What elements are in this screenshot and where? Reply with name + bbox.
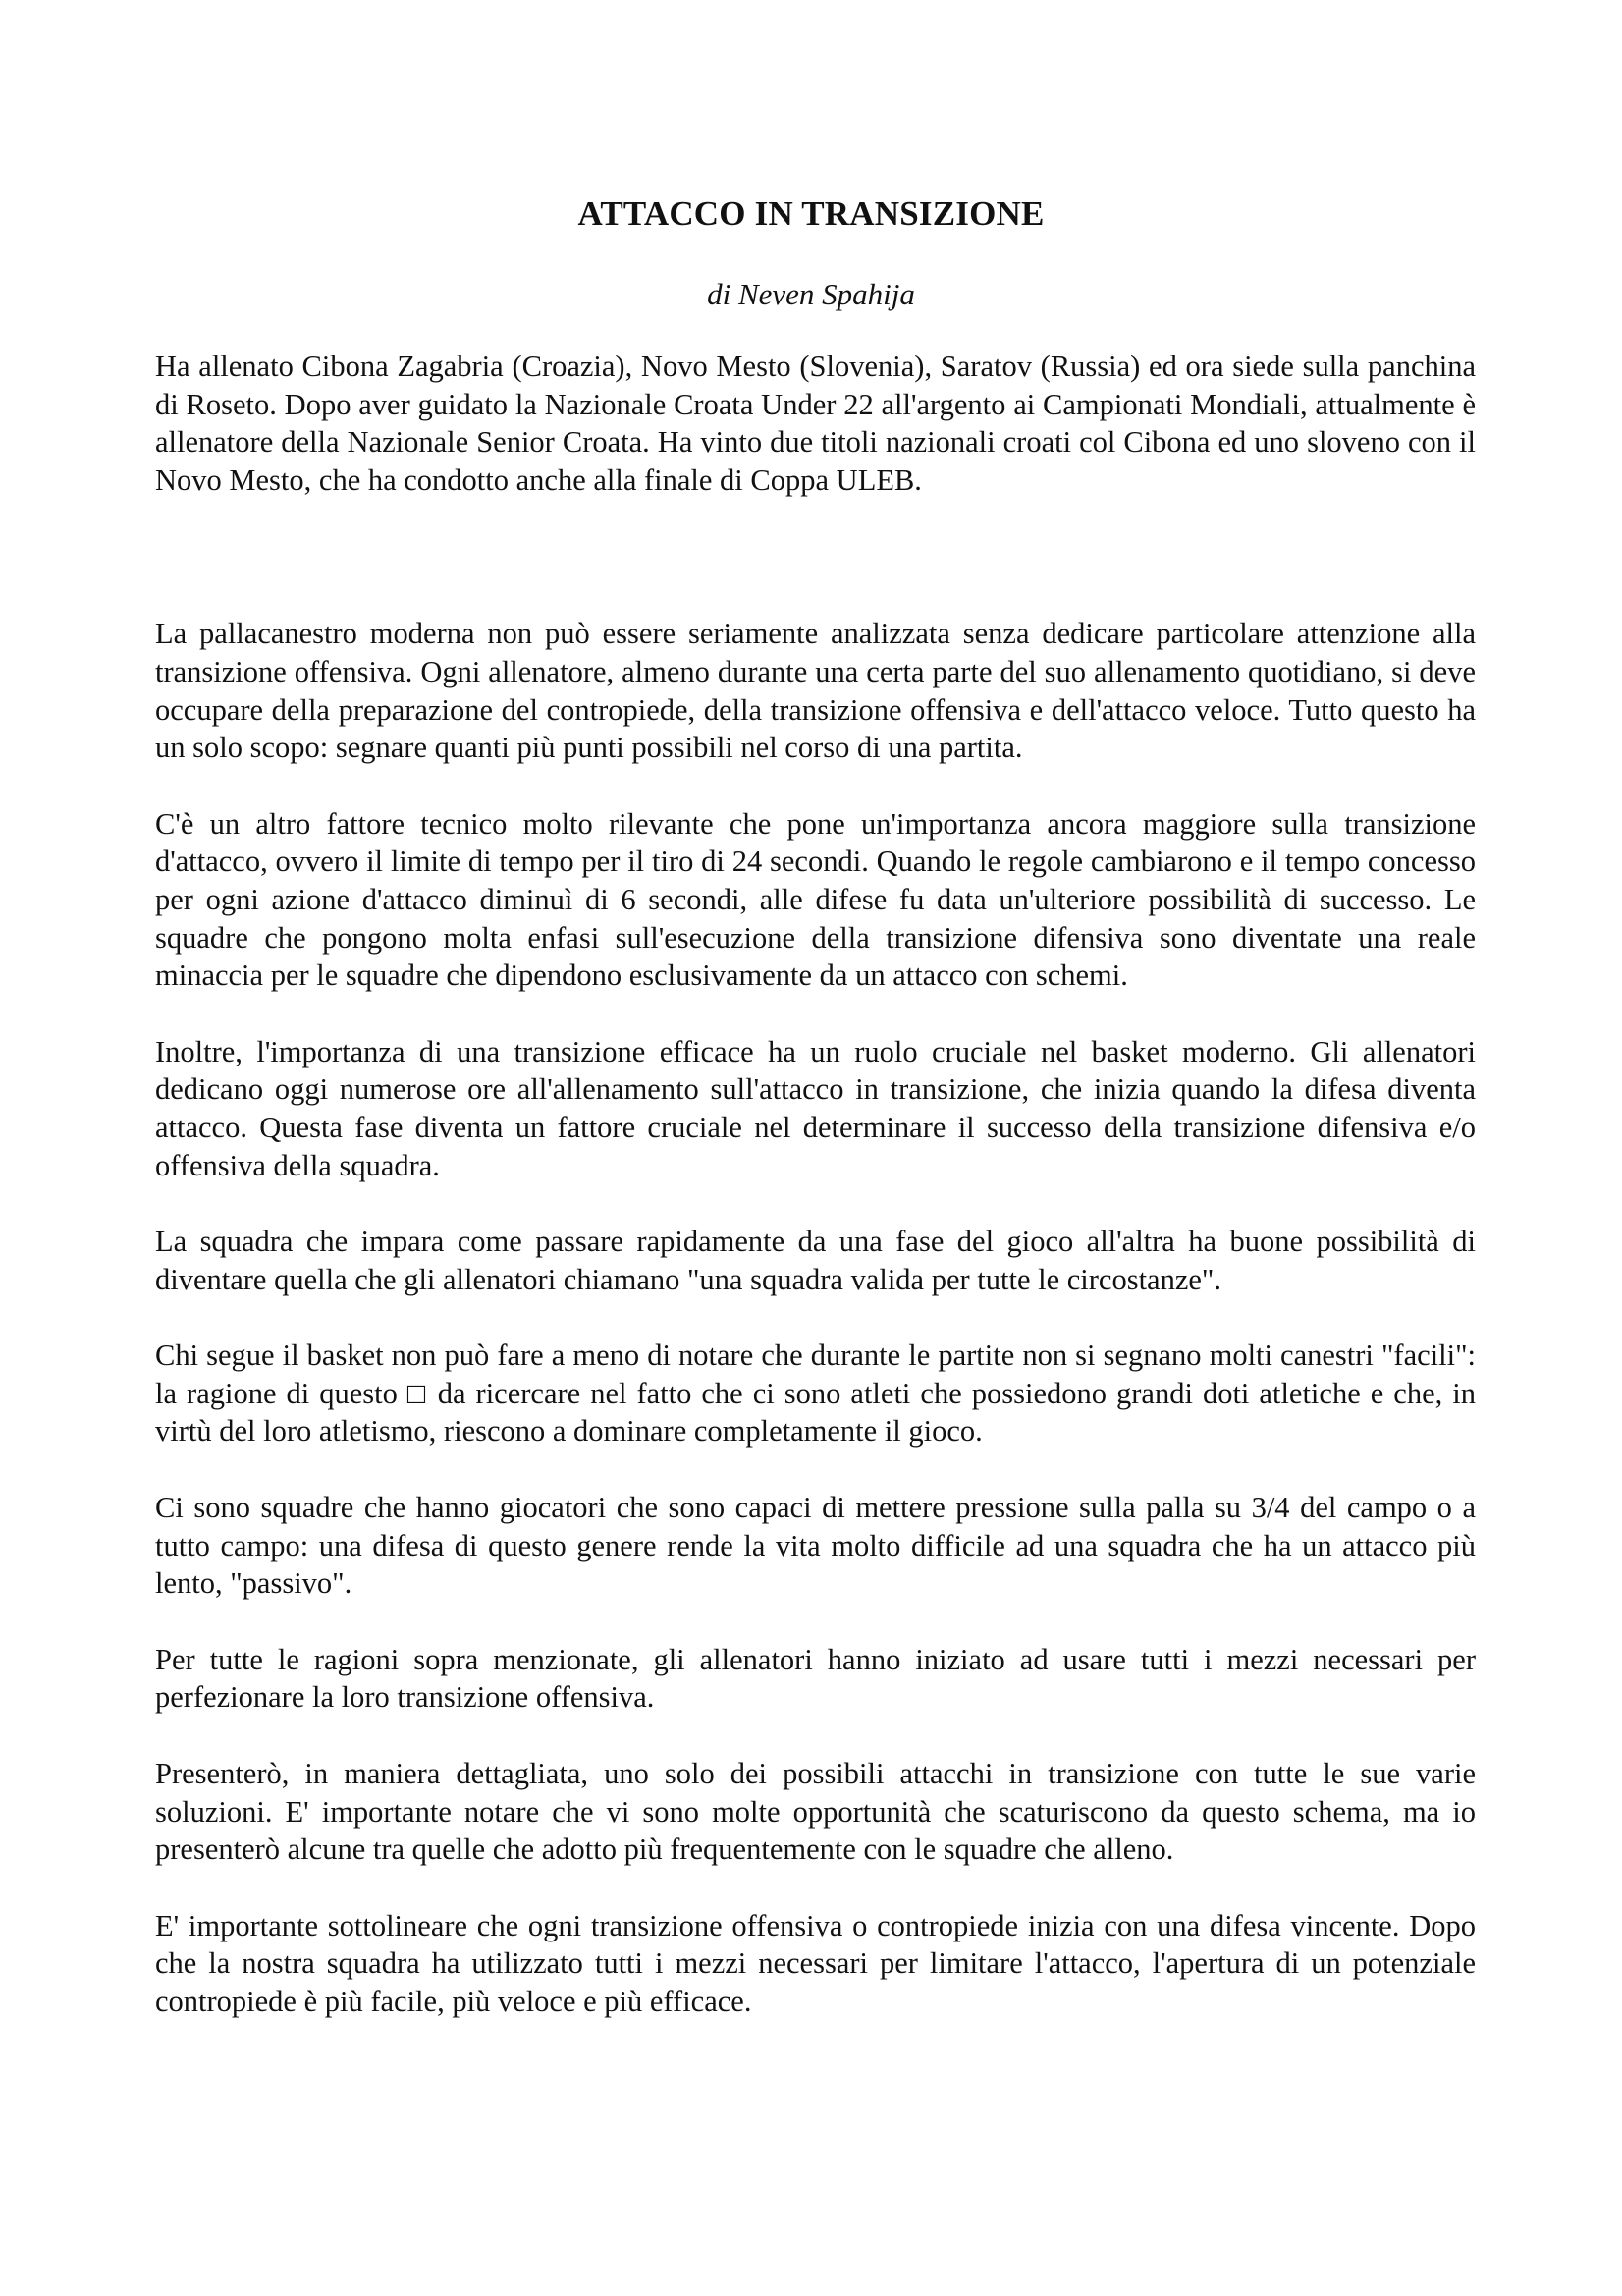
body-paragraph: Inoltre, l'importanza di una transizione efficace ha un ruolo cruciale nel basket moderno. Gli allenatori dedicano oggi numerose ore all'allenamento sull'attacco in transizione, che inizia quando la difesa diventa attacco. Questa fase diventa un fattore cruciale nel determinare il successo della transizione difensiva e/o offensiva della squadra.	[155, 1034, 1476, 1182]
document-title: ATTACCO IN TRANSIZIONE	[577, 194, 1045, 233]
author-bio-paragraph: Ha allenato Cibona Zagabria (Croazia), Novo Mesto (Slovenia), Saratov (Russia) ed ora siede sulla panchina di Roseto. Dopo aver guidato la Nazionale Croata Under 22 all'argento ai Campionati Mondiali, attualmente è allenatore della Nazionale Senior Croata. Ha vinto due titoli nazionali croati col Cibona ed uno sloveno con il Novo Mesto, che ha condotto anche alla finale di Coppa ULEB.	[155, 350, 1476, 497]
body-paragraph: La pallacanestro moderna non può essere seriamente analizzata senza dedicare particolare attenzione alla transizione offensiva. Ogni allenatore, almeno durante una certa parte del suo allenamento quotidiano, si deve occupare della preparazione del contropiede, della transizione offensiva e dell'attacco veloce. Tutto questo ha un solo scopo: segnare quanti più punti possibili nel corso di una partita.	[155, 617, 1476, 765]
author-line: di Neven Spahija	[707, 277, 915, 311]
body-paragraph: La squadra che impara come passare rapidamente da una fase del gioco all'altra ha buone possibilità di diventare quella che gli allenatori chiamano "una squadra valida per tutte le circostanze".	[155, 1225, 1476, 1296]
body-paragraph: E' importante sottolineare che ogni transizione offensiva o contropiede inizia con una difesa vincente. Dopo che la nostra squadra ha utilizzato tutti i mezzi necessari per limitare l'attacco, l'apertura di un potenziale contropiede è più facile, più veloce e più efficace.	[155, 1908, 1476, 2018]
body-paragraph: C'è un altro fattore tecnico molto rilevante che pone un'importanza ancora maggiore sulla transizione d'attacco, ovvero il limite di tempo per il tiro di 24 secondi. Quando le regole cambiarono e il tempo concesso per ogni azione d'attacco diminuì di 6 secondi, alle difese fu data un'ulteriore possibilità di successo. Le squadre che pongono molta enfasi sull'esecuzione della transizione difensiva sono diventate una reale minaccia per le squadre che dipendono esclusivamente da un attacco con schemi.	[155, 806, 1476, 993]
body-paragraph: Ci sono squadre che hanno giocatori che sono capaci di mettere pressione sulla palla su 3/4 del campo o a tutto campo: una difesa di questo genere rende la vita molto difficile ad una squadra che ha un attacco più lento, "passivo".	[155, 1491, 1476, 1601]
body-paragraph: Chi segue il basket non può fare a meno di notare che durante le partite non si segnano molti canestri "facili": la ragione di questo □ da ricercare nel fatto che ci sono atleti che possiedono grandi doti atletiche e che, in virtù del loro atletismo, riescono a dominare completamente il gioco.	[155, 1339, 1476, 1449]
body-paragraph: Per tutte le ragioni sopra menzionate, gli allenatori hanno iniziato ad usare tutti i mezzi necessari per perfezionare la loro transizione offensiva.	[155, 1642, 1476, 1715]
article-body	[155, 348, 1476, 2021]
body-paragraph: Presenterò, in maniera dettagliata, uno solo dei possibili attacchi in transizione con tutte le sue varie soluzioni. E' importante notare che vi sono molte opportunità che scaturiscono da questo schema, ma io presenterò alcune tra quelle che adotto più frequentemente con le squadre che alleno.	[155, 1757, 1476, 1867]
